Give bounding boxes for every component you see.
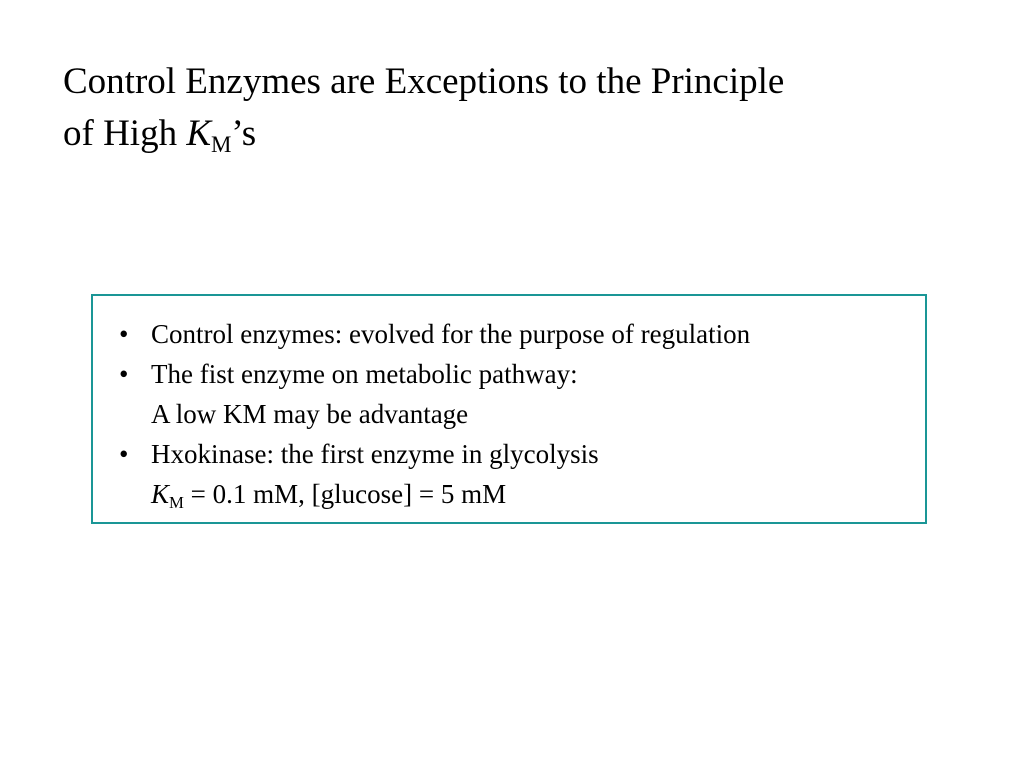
km-symbol: K (186, 113, 212, 154)
content-box (91, 294, 927, 524)
title-suffix: ’s (231, 113, 257, 154)
km-subscript: M (211, 131, 232, 157)
bullet-continuation: A low KM may be advantage (151, 399, 469, 429)
title-line-2 (63, 108, 983, 160)
km-symbol: K (151, 479, 170, 509)
bullet-item-first-enzyme (111, 354, 921, 434)
bullet-item-hexokinase (111, 434, 921, 514)
bullet-text: Control enzymes: evolved for the purpose of regulation (151, 319, 751, 349)
bullet-marker: • (119, 359, 129, 389)
bullet-marker: • (119, 319, 129, 349)
bullet-list (111, 314, 921, 514)
km-values-text: = 0.1 mM, [glucose] = 5 mM (183, 479, 507, 509)
bullet-item-control-enzymes (111, 314, 921, 354)
title-line-1: Control Enzymes are Exceptions to the Principle (63, 61, 785, 102)
bullet-marker: • (119, 439, 129, 469)
bullet-text: The fist enzyme on metabolic pathway: (151, 359, 578, 389)
bullet-text: Hxokinase: the first enzyme in glycolysis (151, 439, 599, 469)
title-prefix: of High (63, 113, 187, 154)
bullet-continuation (151, 474, 921, 514)
km-subscript: M (169, 493, 184, 513)
slide-title (63, 56, 983, 160)
